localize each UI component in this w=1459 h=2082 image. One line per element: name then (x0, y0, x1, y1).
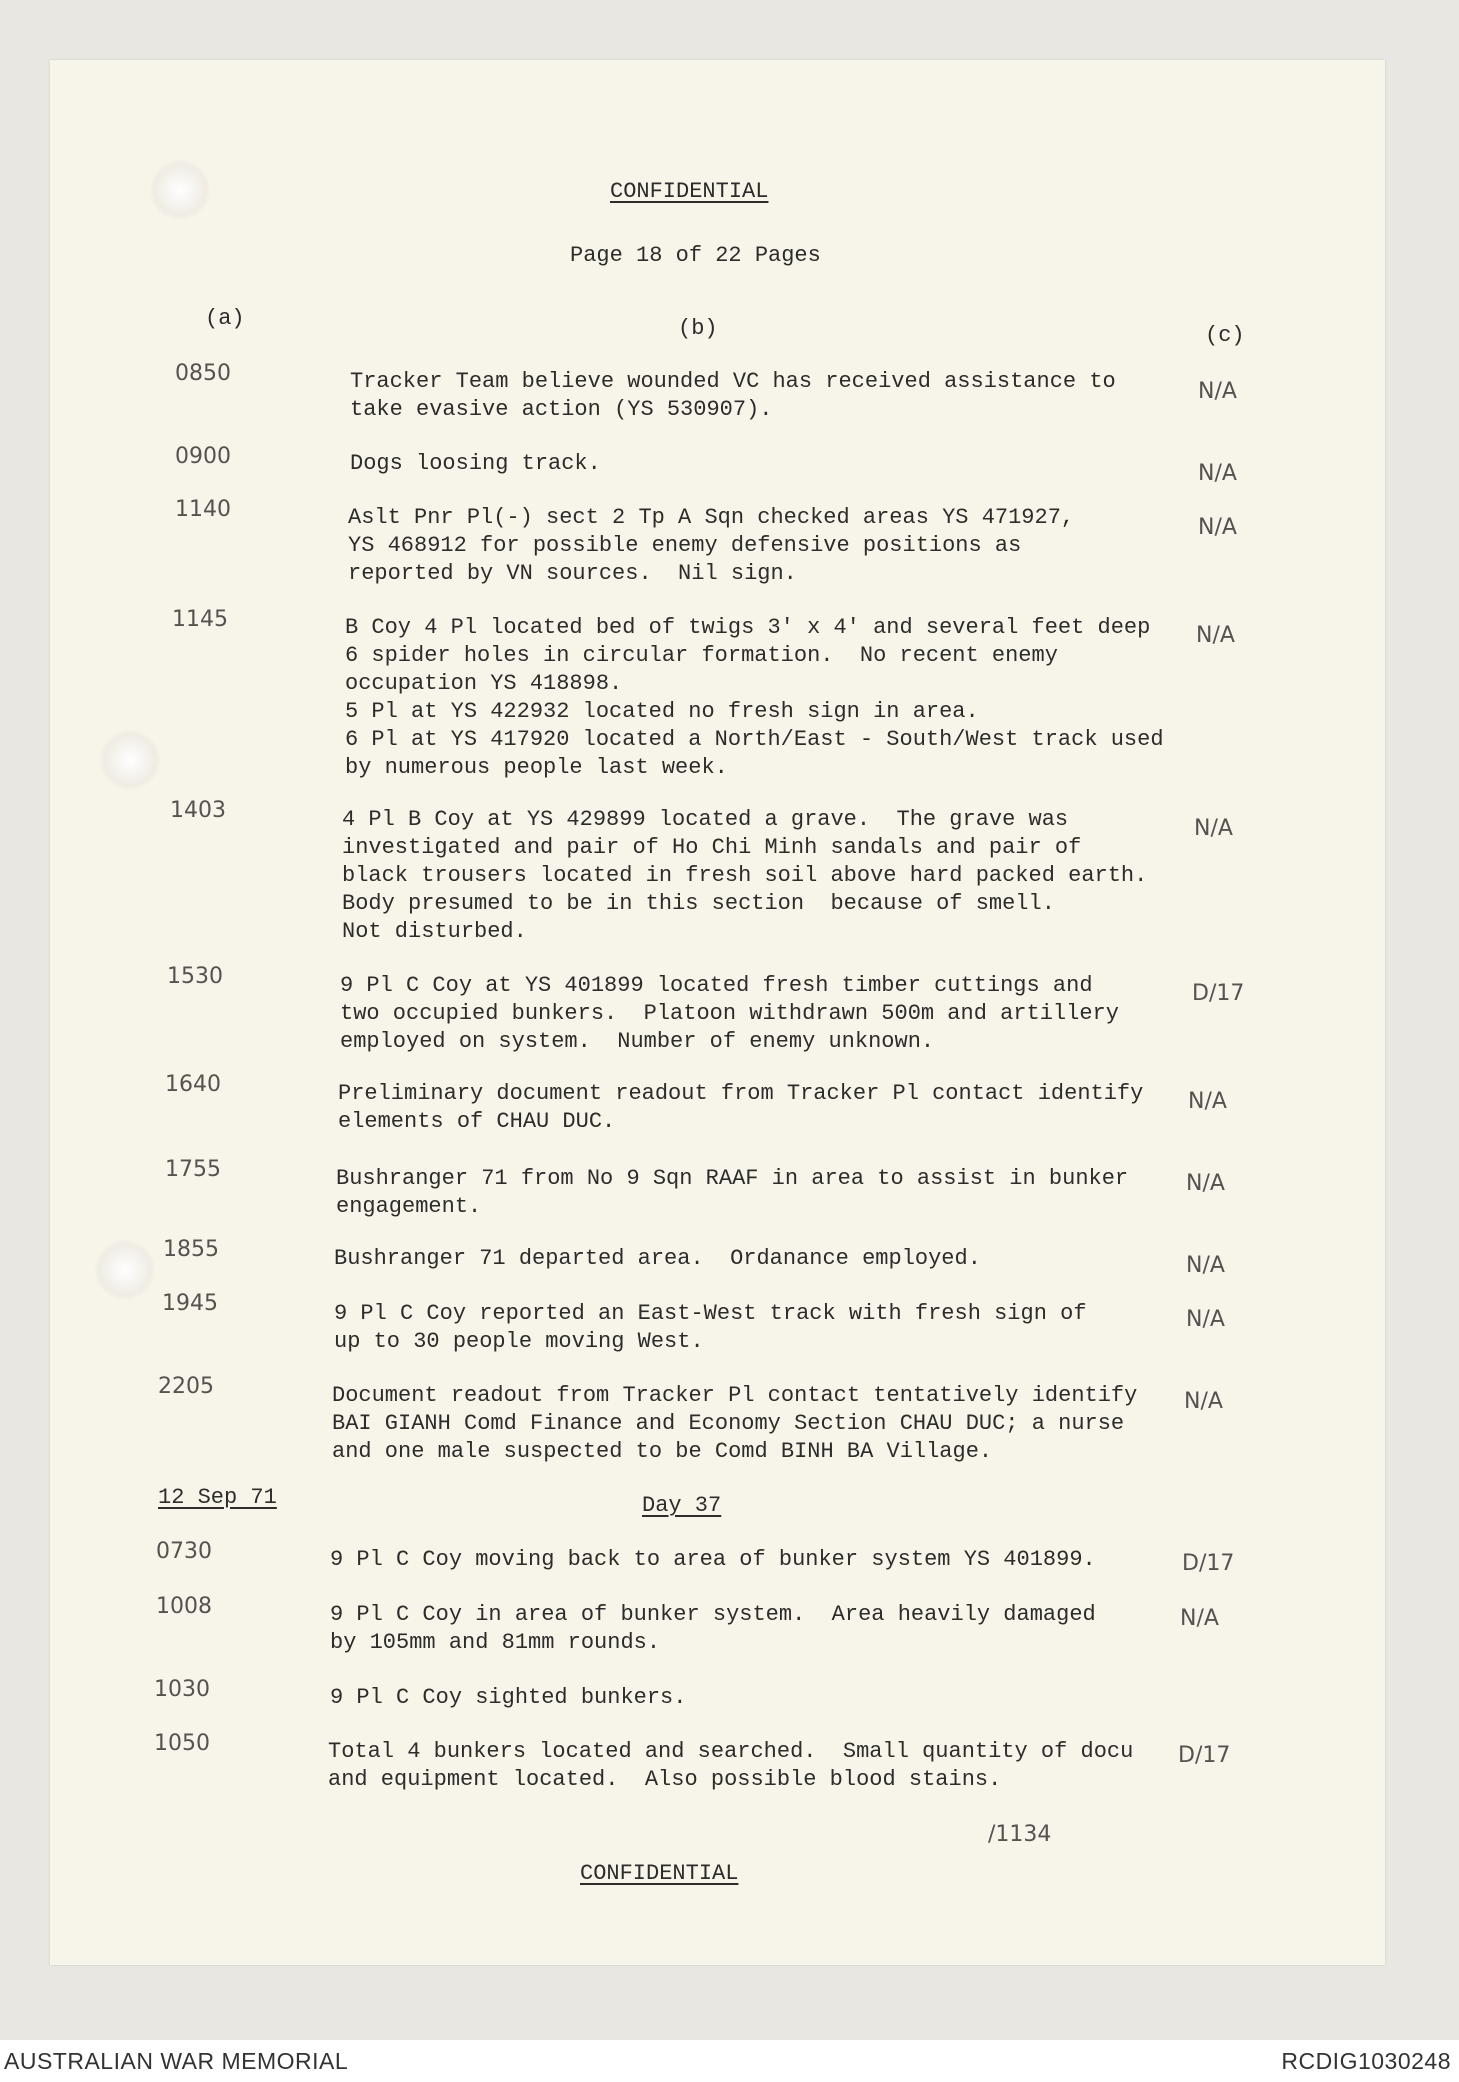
entry-ref: D/17 (1192, 981, 1245, 1006)
archive-name: AUSTRALIAN WAR MEMORIAL (4, 2048, 349, 2074)
entry-text (334, 1300, 1087, 1356)
paper-blemish (150, 160, 210, 220)
entry-text (350, 368, 1116, 424)
entry-line: and equipment located. Also possible blood stains. (328, 1767, 1002, 1792)
entry-text (340, 972, 1119, 1056)
entry-line: elements of CHAU DUC. (338, 1109, 616, 1134)
entry-line: 9 Pl C Coy moving back to area of bunker system YS 401899. (330, 1547, 1096, 1572)
entry-line: Preliminary document readout from Tracker Pl contact identify (338, 1081, 1144, 1106)
entry-line: black trousers located in fresh soil above hard packed earth. (342, 863, 1148, 888)
entry-text (332, 1382, 1137, 1466)
entry-line: Document readout from Tracker Pl contact tentatively identify (332, 1383, 1138, 1408)
entry-time: 1403 (170, 798, 226, 823)
entry-ref: N/A (1198, 379, 1237, 404)
entry-ref: N/A (1196, 623, 1235, 648)
entry-time: 1030 (154, 1677, 210, 1702)
entry-line: Total 4 bunkers located and searched. Small quantity of docu (328, 1739, 1134, 1764)
entry-line: Dogs loosing track. (350, 451, 601, 476)
entry-ref: N/A (1180, 1606, 1219, 1631)
entry-line: 5 Pl at YS 422932 located no fresh sign in area. (345, 699, 979, 724)
entry-time: 0900 (175, 444, 231, 469)
entry-line: engagement. (336, 1194, 482, 1219)
entry-text (334, 1245, 981, 1273)
entry-ref: N/A (1186, 1171, 1225, 1196)
column-header-a: (a) (205, 306, 245, 331)
entry-ref: N/A (1186, 1253, 1225, 1278)
entry-ref: D/17 (1178, 1743, 1231, 1768)
entry-text (328, 1738, 1133, 1794)
entry-line: investigated and pair of Ho Chi Minh sandals and pair of (342, 835, 1082, 860)
entry-time: 1855 (163, 1237, 219, 1262)
entry-ref: N/A (1198, 515, 1237, 540)
entry-time: 1755 (165, 1157, 221, 1182)
entry-time: 1145 (172, 607, 228, 632)
entry-line: 6 Pl at YS 417920 located a North/East - South/West track used (345, 727, 1164, 752)
paper-blemish (95, 1240, 155, 1300)
entry-text (330, 1546, 1096, 1574)
date-divider: 12 Sep 71 (158, 1485, 277, 1510)
entry-line: 4 Pl B Coy at YS 429899 located a grave. The grave was (342, 807, 1069, 832)
continuation-marker: /1134 (988, 1822, 1052, 1847)
entry-line: Bushranger 71 from No 9 Sqn RAAF in area to assist in bunker (336, 1166, 1129, 1191)
entry-time: 0730 (156, 1539, 212, 1564)
entry-ref: N/A (1186, 1307, 1225, 1332)
entry-line: Not disturbed. (342, 919, 527, 944)
entry-line: take evasive action (YS 530907). (350, 397, 773, 422)
entry-ref: D/17 (1182, 1551, 1235, 1576)
entry-time: 1530 (167, 964, 223, 989)
entry-ref: N/A (1188, 1089, 1227, 1114)
entry-line: Tracker Team believe wounded VC has received assistance to (350, 369, 1116, 394)
entry-line: Body presumed to be in this section because of smell. (342, 891, 1055, 916)
entry-text (338, 1080, 1143, 1136)
entry-line: 9 Pl C Coy at YS 401899 located fresh timber cuttings and (340, 973, 1093, 998)
page-number: Page 18 of 22 Pages (570, 243, 821, 268)
entry-ref: N/A (1198, 461, 1237, 486)
entry-time: 2205 (158, 1374, 214, 1399)
entry-line: 6 spider holes in circular formation. No recent enemy (345, 643, 1058, 668)
classification-footer: CONFIDENTIAL (580, 1861, 739, 1886)
entry-line: reported by VN sources. Nil sign. (348, 561, 797, 586)
entry-line: Aslt Pnr Pl(-) sect 2 Tp A Sqn checked areas YS 471927, (348, 505, 1075, 530)
entry-ref: N/A (1194, 816, 1233, 841)
entry-text (330, 1601, 1096, 1657)
entry-text (336, 1165, 1128, 1221)
entry-line: by 105mm and 81mm rounds. (330, 1630, 661, 1655)
entry-text (330, 1684, 686, 1712)
entry-line: B Coy 4 Pl located bed of twigs 3' x 4' and several feet deep (345, 615, 1151, 640)
entry-text (348, 504, 1074, 588)
day-label: Day 37 (642, 1493, 722, 1518)
entry-text (345, 614, 1164, 782)
archive-id: RCDIG1030248 (1281, 2048, 1451, 2074)
entry-time: 1640 (165, 1072, 221, 1097)
entry-line: occupation YS 418898. (345, 671, 623, 696)
entry-line: YS 468912 for possible enemy defensive positions as (348, 533, 1022, 558)
entry-line: 9 Pl C Coy reported an East-West track with fresh sign of (334, 1301, 1087, 1326)
entry-line: up to 30 people moving West. (334, 1329, 704, 1354)
entry-time: 1008 (156, 1594, 212, 1619)
entry-line: two occupied bunkers. Platoon withdrawn 500m and artillery (340, 1001, 1119, 1026)
entry-time: 1945 (162, 1291, 218, 1316)
entry-line: Bushranger 71 departed area. Ordanance employed. (334, 1246, 981, 1271)
entry-line: 9 Pl C Coy in area of bunker system. Area heavily damaged (330, 1602, 1096, 1627)
entry-line: by numerous people last week. (345, 755, 728, 780)
column-header-c: (c) (1205, 323, 1245, 348)
entry-line: 9 Pl C Coy sighted bunkers. (330, 1685, 687, 1710)
entry-ref: N/A (1184, 1389, 1223, 1414)
entry-time: 1050 (154, 1731, 210, 1756)
entry-line: employed on system. Number of enemy unknown. (340, 1029, 935, 1054)
entry-time: 1140 (175, 497, 231, 522)
entry-text (342, 806, 1147, 946)
entry-line: and one male suspected to be Comd BINH BA Village. (332, 1439, 993, 1464)
column-header-b: (b) (678, 316, 718, 341)
entry-line: BAI GIANH Comd Finance and Economy Section CHAU DUC; a nurse (332, 1411, 1125, 1436)
entry-text (350, 450, 601, 478)
paper-blemish (100, 730, 160, 790)
entry-time: 0850 (175, 361, 231, 386)
classification-header: CONFIDENTIAL (610, 179, 769, 204)
